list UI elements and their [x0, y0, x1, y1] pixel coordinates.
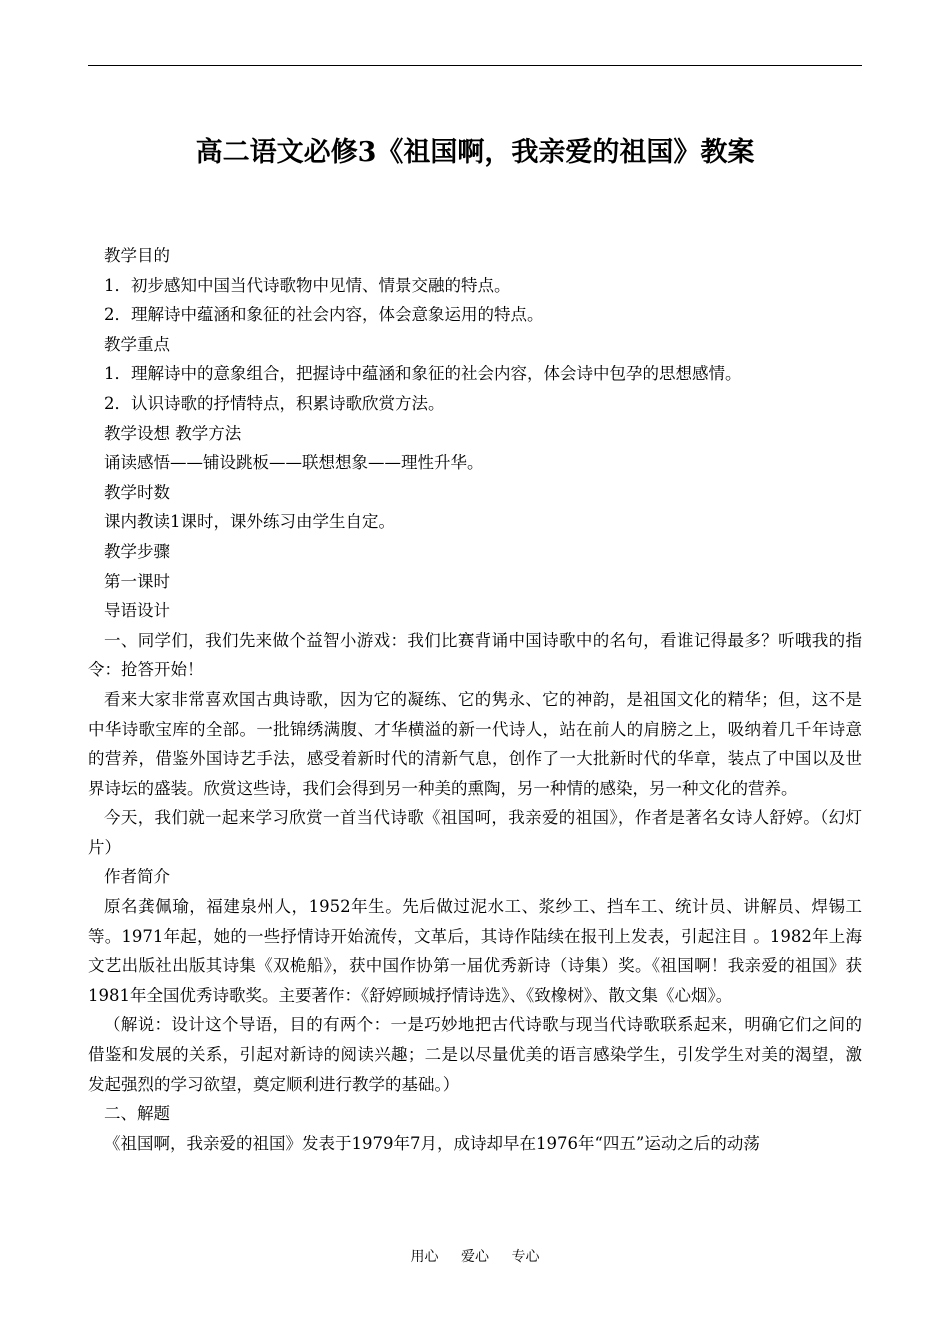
page-footer	[0, 1245, 950, 1269]
footer-text-left: 用心	[410, 1249, 439, 1265]
footer-text-right: 专心	[511, 1249, 540, 1265]
paragraph: 2．理解诗中蕴涵和象征的社会内容，体会意象运用的特点。	[104, 305, 544, 325]
paragraph: 导语设计	[104, 601, 170, 621]
paragraph: 教学步骤	[104, 541, 170, 561]
paragraph: 作者简介	[104, 867, 170, 887]
paragraph: 教学设想 教学方法	[104, 423, 242, 443]
page-title: 高二语文必修3《祖国啊，我亲爱的祖国》教案	[195, 137, 755, 168]
paragraph: 原名龚佩瑜，福建泉州人，1952年生。先后做过泥水工、浆纱工、挡车工、统计员、讲解员、焊锡工等。1971年起，她的一些抒情诗开始流传，文革后，其诗作陆续在报刊上发表，引起注目 。1982年上海文艺出版社出版其诗集《双桅船》，获中国作协第一届优秀新诗（诗集）奖。《祖国啊！我亲爱的祖国》获1981年全国优秀诗歌奖。主要著作：《舒婷顾城抒情诗选》、《致橡树》、散文集《心烟》。	[88, 897, 862, 1005]
paragraph: 诵读感悟——铺设跳板——联想想象——理性升华。	[104, 453, 484, 473]
footer-text-middle: 爱心	[461, 1249, 489, 1265]
document-body	[88, 241, 862, 1158]
paragraph: 1．理解诗中的意象组合，把握诗中蕴涵和象征的社会内容，体会诗中包孕的思想感情。	[104, 364, 742, 384]
paragraph: 第一课时	[104, 571, 170, 591]
paragraph: 一、同学们，我们先来做个益智小游戏：我们比赛背诵中国诗歌中的名句，看谁记得最多？听哦我的指令：抢答开始！	[88, 630, 862, 680]
paragraph: 二、解题	[104, 1104, 170, 1124]
paragraph: 看来大家非常喜欢国古典诗歌，因为它的凝练、它的隽永、它的神韵，是祖国文化的精华；但，这不是中华诗歌宝库的全部。一批锦绣满腹、才华横溢的新一代诗人，站在前人的肩膀之上，吸纳着几千年诗意的营养，借鉴外国诗艺手法，感受着新时代的清新气息，创作了一大批新时代的华章，装点了中国以及世界诗坛的盛装。欣赏这些诗，我们会得到另一种美的熏陶，另一种情的感染，另一种文化的营养。	[88, 689, 862, 798]
paragraph: 1．初步感知中国当代诗歌物中见情、情景交融的特点。	[104, 275, 511, 295]
paragraph: 教学时数	[104, 482, 170, 502]
paragraph: 课内教读1课时，课外练习由学生自定。	[104, 512, 395, 532]
paragraph: 教学目的	[104, 246, 170, 265]
paragraph: 《祖国啊，我亲爱的祖国》发表于1979年7月，成诗却早在1976年“四五”运动之后的动荡	[104, 1133, 760, 1153]
paragraph: 今天，我们就一起来学习欣赏一首当代诗歌《祖国呵，我亲爱的祖国》，作者是著名女诗人舒婷。（幻灯片）	[88, 808, 862, 857]
paragraph: （解说：设计这个导语，目的有两个：一是巧妙地把古代诗歌与现当代诗歌联系起来，明确它们之间的借鉴和发展的关系，引起对新诗的阅读兴趣；二是以尽量优美的语言感染学生，引发学生对美的渴望，激发起强烈的学习欲望，奠定顺利进行教学的基础。）	[88, 1015, 862, 1094]
header-rule	[88, 65, 862, 66]
paragraph: 教学重点	[104, 334, 170, 354]
paragraph: 2．认识诗歌的抒情特点，积累诗歌欣赏方法。	[104, 393, 445, 413]
